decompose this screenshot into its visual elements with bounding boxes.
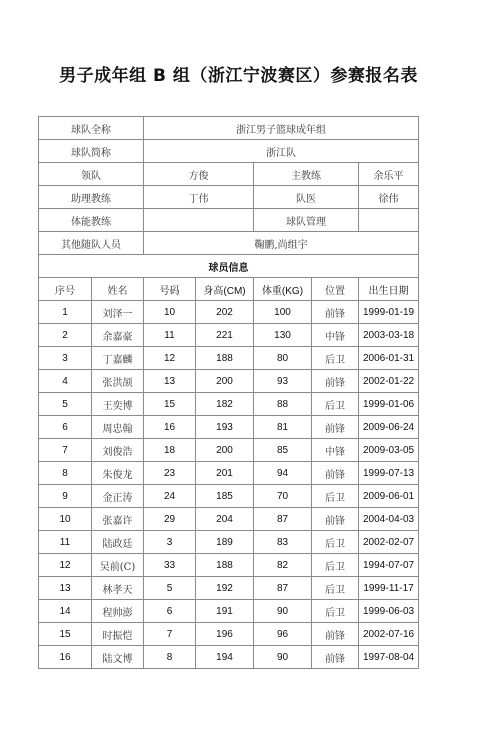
player-weight: 88 (254, 393, 312, 416)
player-row (39, 646, 419, 669)
leader-row (39, 163, 419, 186)
player-height: 201 (196, 462, 254, 485)
player-row (39, 439, 419, 462)
player-row (39, 623, 419, 646)
player-number: 24 (144, 485, 196, 508)
player-name: 余嘉豪 (92, 324, 144, 347)
assistant-row (39, 186, 419, 209)
player-birth-date: 2002-07-16 (359, 623, 419, 646)
player-height: 200 (196, 439, 254, 462)
player-birth-date: 2002-01-22 (359, 370, 419, 393)
player-height: 191 (196, 600, 254, 623)
player-row (39, 531, 419, 554)
player-birth-date: 2006-01-31 (359, 347, 419, 370)
player-position: 后卫 (312, 393, 359, 416)
registration-table (38, 116, 419, 669)
assistant-coach-label: 助理教练 (39, 186, 144, 209)
player-weight: 94 (254, 462, 312, 485)
player-number: 33 (144, 554, 196, 577)
player-weight: 100 (254, 301, 312, 324)
player-position: 中锋 (312, 324, 359, 347)
player-name: 张洪颉 (92, 370, 144, 393)
player-row (39, 301, 419, 324)
player-position: 前锋 (312, 646, 359, 669)
player-name: 陆文博 (92, 646, 144, 669)
player-height: 182 (196, 393, 254, 416)
player-height: 192 (196, 577, 254, 600)
player-birth-date: 1999-06-03 (359, 600, 419, 623)
player-name: 程帅澎 (92, 600, 144, 623)
player-index: 12 (39, 554, 92, 577)
player-name: 张嘉许 (92, 508, 144, 531)
player-index: 7 (39, 439, 92, 462)
player-index: 4 (39, 370, 92, 393)
player-number: 15 (144, 393, 196, 416)
player-position: 后卫 (312, 531, 359, 554)
team-full-name-row (39, 117, 419, 140)
player-index: 9 (39, 485, 92, 508)
player-index: 3 (39, 347, 92, 370)
player-position: 前锋 (312, 508, 359, 531)
player-birth-date: 1999-11-17 (359, 577, 419, 600)
player-weight: 87 (254, 508, 312, 531)
player-number: 10 (144, 301, 196, 324)
player-name: 刘泽一 (92, 301, 144, 324)
player-name: 吴前(C) (92, 554, 144, 577)
players-section-heading: 球员信息 (39, 255, 419, 278)
head-coach-label: 主教练 (254, 163, 359, 186)
player-position: 后卫 (312, 347, 359, 370)
player-row (39, 393, 419, 416)
player-position: 中锋 (312, 439, 359, 462)
player-row (39, 600, 419, 623)
player-weight: 87 (254, 577, 312, 600)
player-number: 13 (144, 370, 196, 393)
team-full-name-label: 球队全称 (39, 117, 144, 140)
col-height-header: 身高(CM) (196, 278, 254, 301)
player-weight: 90 (254, 600, 312, 623)
player-number: 5 (144, 577, 196, 600)
player-index: 8 (39, 462, 92, 485)
player-height: 188 (196, 554, 254, 577)
players-section-row (39, 255, 419, 278)
player-birth-date: 1999-07-13 (359, 462, 419, 485)
player-number: 8 (144, 646, 196, 669)
player-weight: 85 (254, 439, 312, 462)
col-position-header: 位置 (312, 278, 359, 301)
player-birth-date: 2009-06-24 (359, 416, 419, 439)
player-number: 29 (144, 508, 196, 531)
player-height: 196 (196, 623, 254, 646)
player-index: 15 (39, 623, 92, 646)
player-name: 刘俊浩 (92, 439, 144, 462)
player-row (39, 324, 419, 347)
player-index: 13 (39, 577, 92, 600)
team-short-name-row (39, 140, 419, 163)
fitness-coach-value (144, 209, 254, 232)
player-height: 185 (196, 485, 254, 508)
col-birth-header: 出生日期 (359, 278, 419, 301)
player-row (39, 554, 419, 577)
player-number: 11 (144, 324, 196, 347)
team-full-name-value: 浙江男子篮球成年组 (144, 117, 419, 140)
manager-label: 球队管理 (254, 209, 359, 232)
player-height: 189 (196, 531, 254, 554)
player-position: 前锋 (312, 416, 359, 439)
player-height: 194 (196, 646, 254, 669)
player-height: 193 (196, 416, 254, 439)
others-row (39, 232, 419, 255)
fitness-coach-label: 体能教练 (39, 209, 144, 232)
player-position: 前锋 (312, 301, 359, 324)
player-height: 188 (196, 347, 254, 370)
others-label: 其他随队人员 (39, 232, 144, 255)
player-number: 12 (144, 347, 196, 370)
player-birth-date: 1999-01-06 (359, 393, 419, 416)
team-short-name-value: 浙江队 (144, 140, 419, 163)
doctor-value: 徐伟 (359, 186, 419, 209)
player-rows (39, 301, 419, 669)
player-name: 王奕博 (92, 393, 144, 416)
player-birth-date: 2002-02-07 (359, 531, 419, 554)
player-index: 16 (39, 646, 92, 669)
player-position: 后卫 (312, 485, 359, 508)
assistant-coach-value: 丁伟 (144, 186, 254, 209)
fitness-row (39, 209, 419, 232)
player-birth-date: 1994-07-07 (359, 554, 419, 577)
player-index: 10 (39, 508, 92, 531)
player-number: 16 (144, 416, 196, 439)
player-weight: 82 (254, 554, 312, 577)
player-row (39, 416, 419, 439)
player-number: 7 (144, 623, 196, 646)
leader-label: 领队 (39, 163, 144, 186)
player-name: 朱俊龙 (92, 462, 144, 485)
player-name: 林孝天 (92, 577, 144, 600)
player-index: 5 (39, 393, 92, 416)
player-position: 前锋 (312, 370, 359, 393)
player-birth-date: 1997-08-04 (359, 646, 419, 669)
player-name: 时振恺 (92, 623, 144, 646)
player-birth-date: 2004-04-03 (359, 508, 419, 531)
form-title: 男子成年组 B 组（浙江宁波赛区）参赛报名表 (59, 66, 418, 86)
player-birth-date: 1999-01-19 (359, 301, 419, 324)
player-index: 14 (39, 600, 92, 623)
player-position: 前锋 (312, 623, 359, 646)
col-index-header: 序号 (39, 278, 92, 301)
player-name: 丁嘉麟 (92, 347, 144, 370)
player-name: 陆政廷 (92, 531, 144, 554)
player-index: 6 (39, 416, 92, 439)
player-row (39, 508, 419, 531)
player-row (39, 577, 419, 600)
player-index: 2 (39, 324, 92, 347)
player-birth-date: 2009-03-05 (359, 439, 419, 462)
player-weight: 130 (254, 324, 312, 347)
player-weight: 93 (254, 370, 312, 393)
player-number: 6 (144, 600, 196, 623)
player-index: 1 (39, 301, 92, 324)
col-name-header: 姓名 (92, 278, 144, 301)
player-weight: 90 (254, 646, 312, 669)
player-row (39, 370, 419, 393)
player-birth-date: 2003-03-18 (359, 324, 419, 347)
player-weight: 83 (254, 531, 312, 554)
player-index: 11 (39, 531, 92, 554)
others-value: 鞠鹏,尚组宇 (144, 232, 419, 255)
player-position: 后卫 (312, 577, 359, 600)
player-height: 200 (196, 370, 254, 393)
player-position: 后卫 (312, 554, 359, 577)
players-header-row (39, 278, 419, 301)
player-weight: 81 (254, 416, 312, 439)
manager-value (359, 209, 419, 232)
head-coach-value: 余乐平 (359, 163, 419, 186)
player-row (39, 485, 419, 508)
player-number: 18 (144, 439, 196, 462)
player-number: 3 (144, 531, 196, 554)
player-weight: 80 (254, 347, 312, 370)
player-row (39, 347, 419, 370)
player-position: 后卫 (312, 600, 359, 623)
player-birth-date: 2009-06-01 (359, 485, 419, 508)
player-number: 23 (144, 462, 196, 485)
col-number-header: 号码 (144, 278, 196, 301)
player-height: 202 (196, 301, 254, 324)
player-row (39, 462, 419, 485)
player-weight: 96 (254, 623, 312, 646)
player-name: 金正涛 (92, 485, 144, 508)
player-height: 221 (196, 324, 254, 347)
col-weight-header: 体重(KG) (254, 278, 312, 301)
player-weight: 70 (254, 485, 312, 508)
player-position: 前锋 (312, 462, 359, 485)
player-name: 周忠翰 (92, 416, 144, 439)
doctor-label: 队医 (254, 186, 359, 209)
team-short-name-label: 球队简称 (39, 140, 144, 163)
player-height: 204 (196, 508, 254, 531)
leader-value: 方俊 (144, 163, 254, 186)
